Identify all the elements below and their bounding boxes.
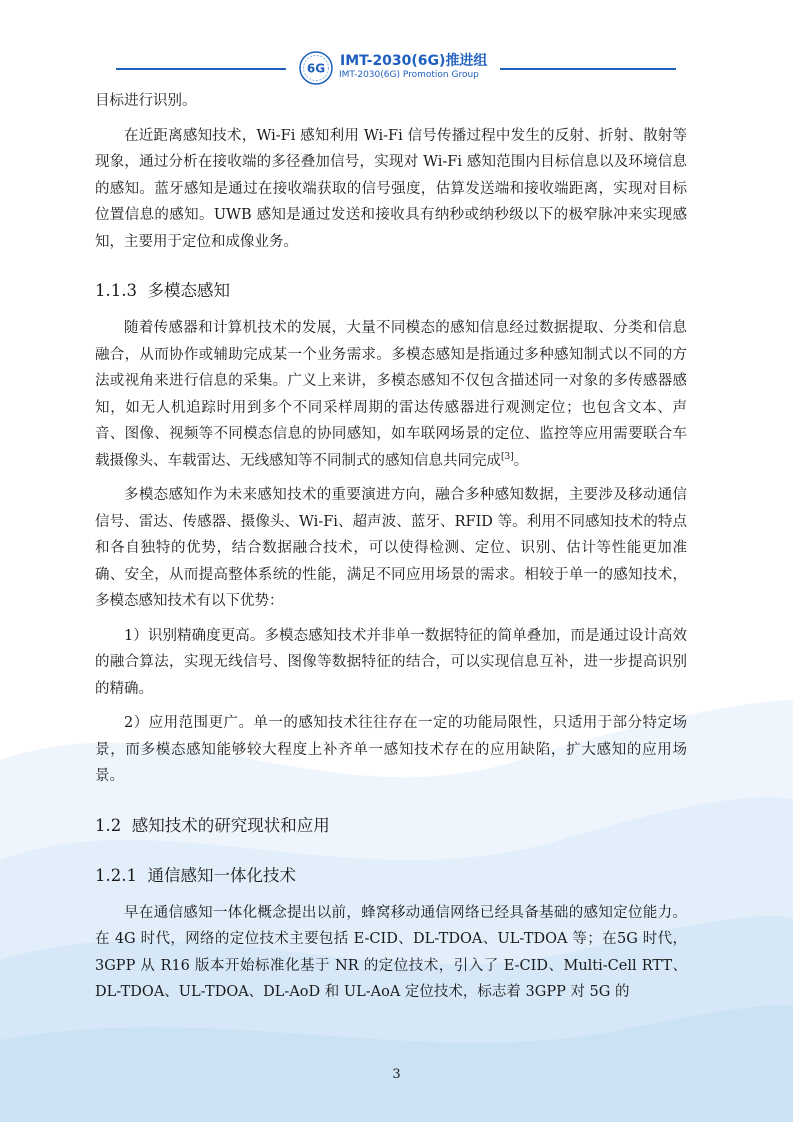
paragraph-continued: 目标进行识别。 [95, 93, 197, 109]
document-body [95, 88, 687, 1006]
section-heading-1-2-1 [95, 862, 687, 890]
header-rule-left [116, 68, 286, 70]
section-title: 通信感知一体化技术 [147, 865, 296, 885]
section-heading-1-2 [95, 812, 687, 840]
imt-2030-logo-icon [298, 50, 334, 86]
page-number: 3 [392, 1067, 401, 1082]
paragraph-text: 随着传感器和计算机技术的发展，大量不同模态的感知信息经过数据提取、分类和信息融合，从而协作或辅助完成某一个业务需求。多模态感知是指通过多种感知制式以不同的方法或视角来进行信息的采集。广义上来讲，多模态感知不仅包含描述同一对象的多传感器感知，如无人机追踪时用到多个不同采样周期的雷达传感器进行观测定位；也包含文本、声音、图像、视频等不同模态信息的协同感知，如车联网场景的定位、监控等应用需要联合车载摄像头、车载雷达、无线感知等不同制式的感知信息共同完成 [95, 320, 687, 469]
list-item-advantage-2: 2）应用范围更广。单一的感知技术往往存在一定的功能局限性，只适用于部分特定场景，而多模态感知能够较大程度上补齐单一感知技术存在的应用缺陷，扩大感知的应用场景。 [95, 715, 687, 784]
section-title: 感知技术的研究现状和应用 [131, 815, 330, 835]
section-title: 多模态感知 [147, 281, 230, 300]
section-number: 1.2 [95, 815, 122, 835]
list-item-advantage-1: 1）识别精确度更高。多模态感知技术并非单一数据特征的简单叠加，而是通过设计高效的融合算法，实现无线信号、图像等数据特征的结合，可以实现信息互补，进一步提高识别的精确。 [95, 627, 687, 697]
paragraph-isac-background: 早在通信感知一体化概念提出以前，蜂窝移动通信网络已经具备基础的感知定位能力。在 4G 时代，网络的定位技术主要包括 E-CID、DL-TDOA、UL-TDOA 等；在5G 时代，3GPP 从 R16 版本开始标准化基于 NR 的定位技术，引入了 E-CID、Multi-Cell RTT、DL-TDOA、UL-TDOA、DL-AoD 和 UL-AoA 定位技术，标志着 3GPP 对 5G 的 [95, 904, 687, 1000]
paragraph-end: 。 [513, 452, 529, 469]
header-rule-right [500, 68, 676, 70]
paragraph-short-range-sensing: 在近距离感知技术，Wi-Fi 感知利用 Wi-Fi 信号传播过程中发生的反射、折射、散射等现象，通过分析在接收端的多径叠加信号，实现对 Wi-Fi 感知范围内目标信息以及环境信息的感知。蓝牙感知是通过在接收端获取的信号强度，估算发送端和接收端距离，实现对目标位置信息的感知。UWB 感知是通过发送和接收具有纳秒或纳秒级以下的极窄脉冲来实现感知，主要用于定位和成像业务。 [95, 127, 687, 250]
section-number: 1.1.3 [95, 281, 137, 300]
brand-subtitle: IMT-2030(6G) Promotion Group [339, 70, 479, 80]
page-header [0, 48, 793, 88]
section-heading-1-1-3 [95, 277, 687, 305]
paragraph-multimodal-intro [95, 315, 687, 474]
section-number: 1.2.1 [95, 865, 137, 885]
brand-title: IMT-2030(6G)推进组 [340, 53, 488, 69]
paragraph-multimodal-direction: 多模态感知作为未来感知技术的重要演进方向，融合多种感知数据，主要涉及移动通信信号、雷达、传感器、摄像头、Wi-Fi、超声波、蓝牙、RFID 等。利用不同感知技术的特点和各自独特的优势，结合数据融合技术，可以使得检测、定位、识别、估计等性能更加准确、安全，从而提高整体系统的性能，满足不同应用场景的需求。相较于单一的感知技术，多模态感知技术有以下优势： [95, 487, 687, 609]
citation-ref: [3] [501, 451, 514, 462]
logo-text: 6G [306, 61, 326, 76]
